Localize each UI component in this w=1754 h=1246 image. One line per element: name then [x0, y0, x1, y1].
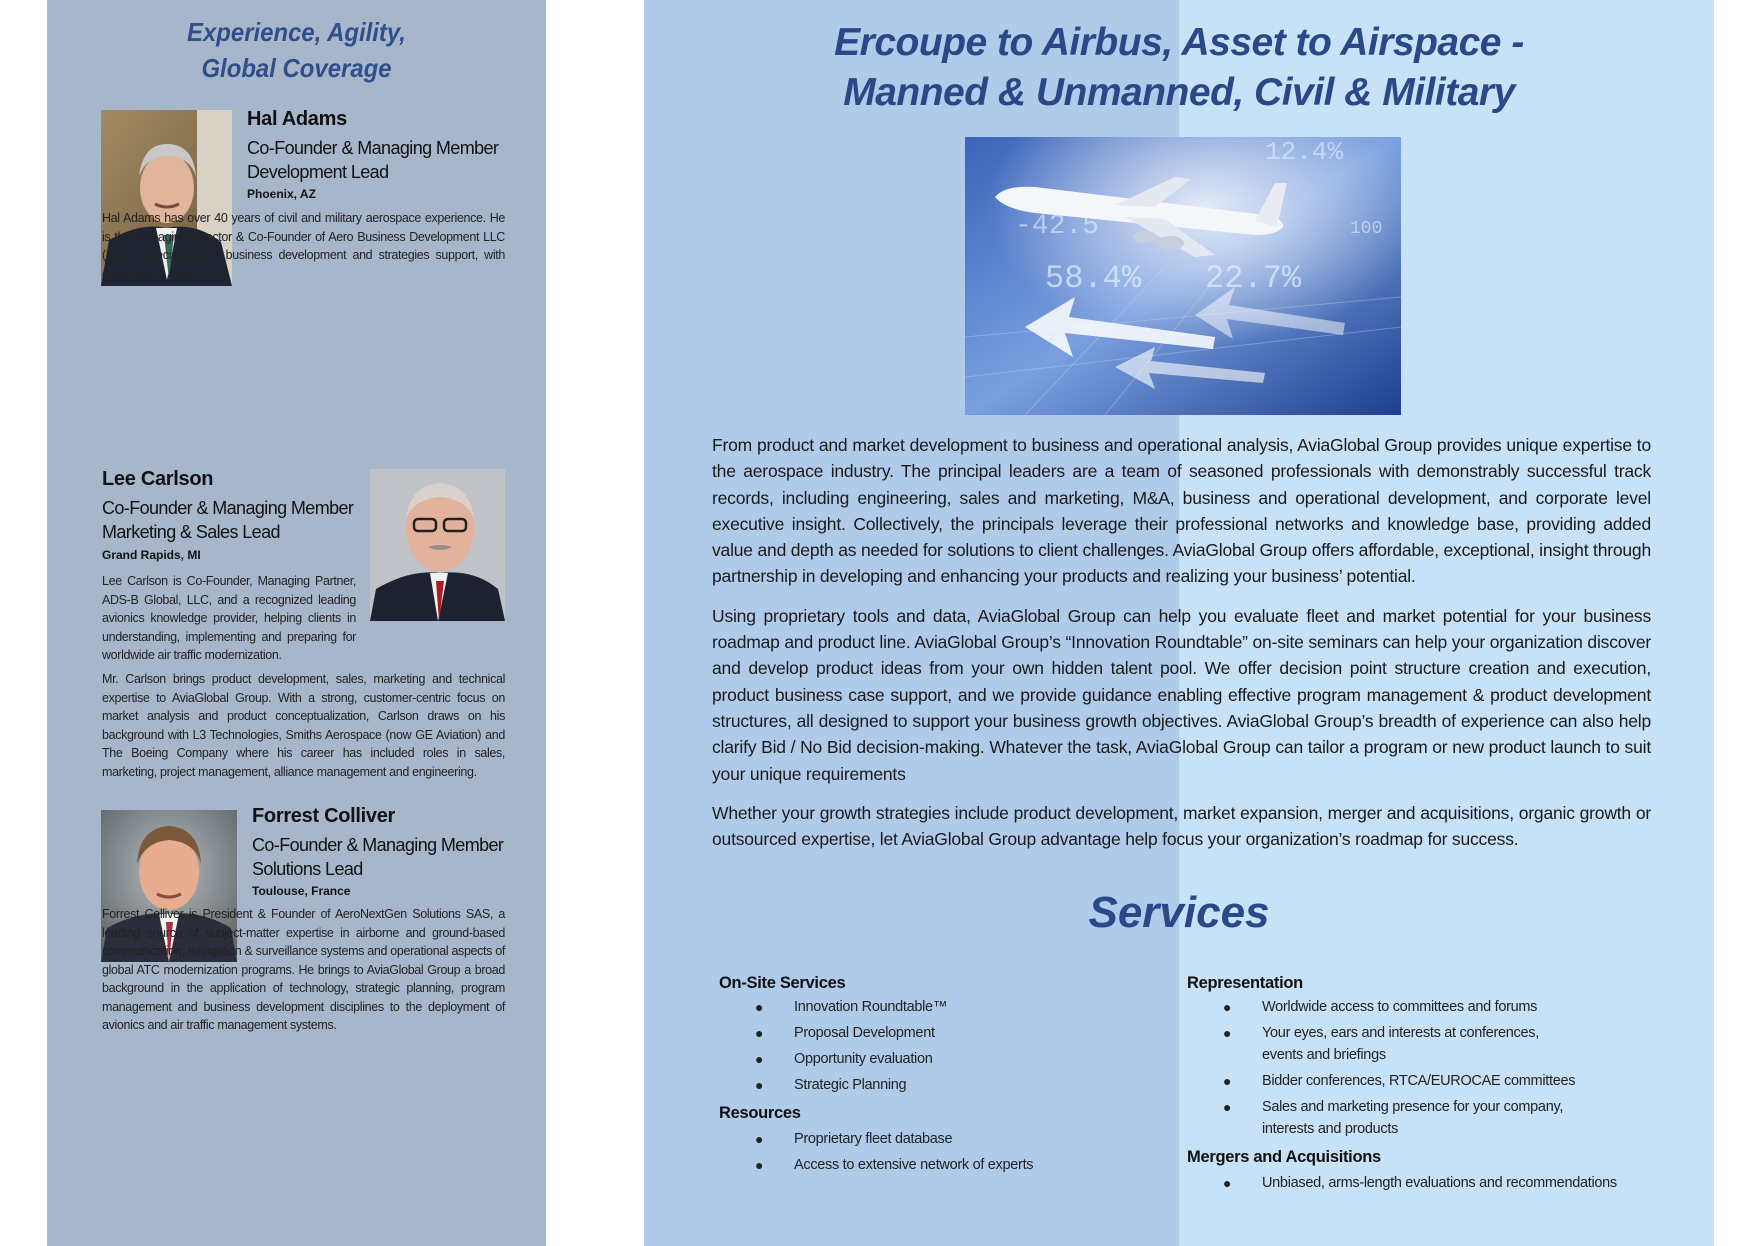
list-item: ● Strategic Planning — [755, 1077, 907, 1093]
person-location: Toulouse, France — [252, 884, 351, 898]
list-item: ● Worldwide access to committees and forums — [1223, 999, 1538, 1015]
person-bio: Mr. Carlson brings product development, sales, marketing and technical expertise to AviaGlobal Group. With a strong, customer-centric focus on market analysis and product conceptualization, Carlson draws on his background with L3 Technologies, Smiths Aerospace (now GE Aviation) and The Boeing Company where his career has included roles in sales, marketing, project management, alliance management and engineering. — [102, 672, 505, 779]
person-bio: Hal Adams has over 40 years of civil and military aerospace experience. He is the Managing Director & Co-Founder of Aero Business Development LLC (ABD), specializing in business development and strategies support, with emphasis in avionics. — [102, 211, 505, 281]
list-item: ● Access to extensive network of experts — [755, 1157, 1034, 1173]
onsite-services-list — [719, 996, 1139, 1096]
mergers-heading: Mergers and Acquisitions — [1187, 1148, 1381, 1166]
list-item: ● Opportunity evaluation — [755, 1051, 933, 1067]
list-item: ● Sales and marketing presence for your company, interests and products — [1223, 1099, 1564, 1137]
services-title: Services — [1088, 888, 1270, 937]
services-column-left — [719, 970, 1139, 1180]
list-item: ● Your eyes, ears and interests at conferences, events and briefings — [1223, 1025, 1539, 1063]
intro-paragraph: Whether your growth strategies include product development, market expansion, merger and acquisitions, organic growth or outsourced expertise, let AviaGlobal Group advantage help focus your organization’s roadmap for success. — [712, 802, 1651, 850]
person-role: Co-Founder & Managing Member Marketing & Sales Lead — [102, 498, 354, 542]
hero-number-5: 100 — [1350, 219, 1383, 239]
resources-heading: Resources — [719, 1104, 801, 1122]
person-name: Forrest Colliver — [252, 805, 396, 827]
services-column-right — [1187, 970, 1657, 1198]
hero-number-4: 22.7% — [1205, 260, 1302, 297]
person-location: Phoenix, AZ — [247, 187, 316, 201]
hero-number-1: 12.4% — [1265, 137, 1344, 167]
hero-number-2: -42.5 — [1015, 211, 1100, 242]
person-name: Lee Carlson — [102, 468, 214, 490]
list-item: ● Bidder conferences, RTCA/EUROCAE committees — [1223, 1073, 1576, 1089]
person-bio: Forrest Colliver is President & Founder of AeroNextGen Solutions SAS, a leading source of subject-matter expertise in airborne and ground-based communication, navigation & surveillance systems and operational aspects of global ATC modernization programs. He brings to AviaGlobal Group a broad background in the application of technology, strategic planning, program management and business development disciplines to the deployment of avionics and air traffic management systems. — [102, 907, 505, 1032]
list-item: ● Unbiased, arms-length evaluations and recommendations — [1223, 1175, 1617, 1191]
person-bio: Lee Carlson is Co-Founder, Managing Partner, ADS-B Global, LLC, and a recognized leading avionics knowledge provider, helping clients in understanding, implementing and preparing for worldwide air traffic modernization. — [102, 574, 356, 662]
mergers-list — [1187, 1172, 1657, 1194]
list-item: ● Proprietary fleet database — [755, 1131, 953, 1147]
person-name: Hal Adams — [247, 108, 347, 130]
intro-text — [712, 432, 1651, 865]
team-panel-title: Experience, Agility, Global Coverage — [187, 17, 406, 83]
representation-heading: Representation — [1187, 974, 1303, 992]
person-location: Grand Rapids, MI — [102, 548, 201, 562]
person-role: Co-Founder & Managing Member Development Lead — [247, 138, 499, 182]
main-title: Ercoupe to Airbus, Asset to Airspace - Manned & Unmanned, Civil & Military — [834, 21, 1524, 114]
airplane-hero-image — [965, 137, 1401, 415]
intro-paragraph: From product and market development to business and operational analysis, AviaGlobal Group provides unique expertise to the aerospace industry. The principal leaders are a team of seasoned professionals with demonstrably successful track records, including engineering, sales and marketing, M&A, business and operational development, and corporate level executive insight. Collectively, the principals leverage their professional networks and knowledge base, providing added value and depth as needed for solutions to client challenges. AviaGlobal Group offers affordable, exceptional, insight through partnership in developing and enhancing your products and realizing your business’ potential. — [712, 435, 1651, 587]
list-item: ● Proposal Development — [755, 1025, 935, 1041]
list-item: ● Innovation Roundtable™ — [755, 999, 948, 1015]
person-role: Co-Founder & Managing Member Solutions Lead — [252, 835, 504, 879]
hero-number-3: 58.4% — [1045, 260, 1142, 297]
representation-list — [1187, 996, 1657, 1140]
lee-carlson-photo — [370, 469, 505, 621]
onsite-services-heading: On-Site Services — [719, 974, 846, 992]
resources-list — [719, 1128, 1139, 1176]
intro-paragraph: Using proprietary tools and data, AviaGlobal Group can help you evaluate fleet and market potential for your business roadmap and product line. AviaGlobal Group’s “Innovation Roundtable” on-site seminars can help your organization discover and develop product ideas from your own hidden talent pool. We offer decision point structure creation and execution, product business case support, and we provide guidance enabling effective program management & product development structures, all designed to support your business growth objectives. AviaGlobal Group’s breadth of experience can also help clarify Bid / No Bid decision-making. Whatever the task, AviaGlobal Group can tailor a program or new product launch to suit your unique requirements — [712, 605, 1651, 784]
